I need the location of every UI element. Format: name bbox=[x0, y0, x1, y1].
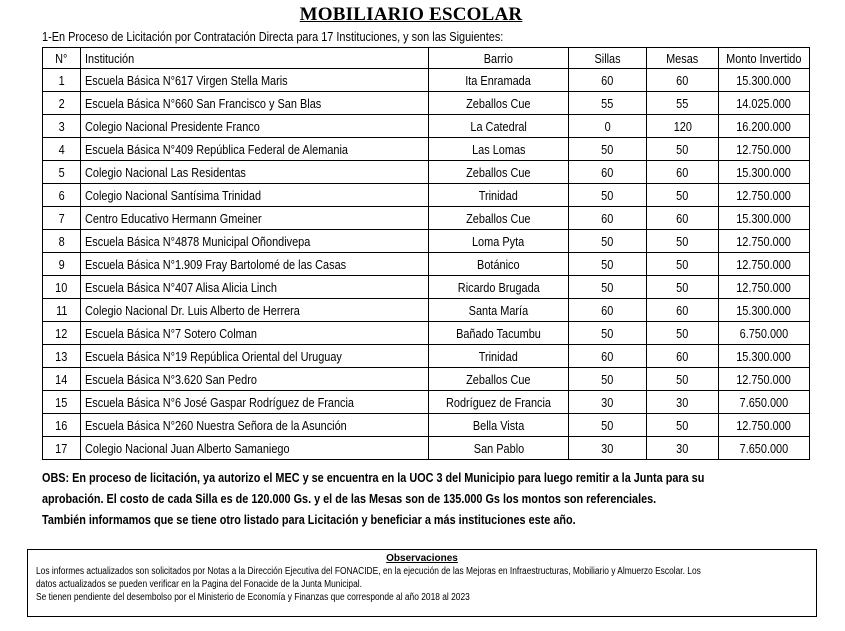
header-number: N° bbox=[43, 48, 81, 69]
observaciones-line: datos actualizados se pueden verificar en la Pagina del Fonacide de la Junta Municipal. bbox=[36, 579, 362, 590]
cell-institucion: Escuela Básica N°407 Alisa Alicia Linch bbox=[81, 276, 429, 299]
cell-sillas: 60 bbox=[569, 207, 647, 230]
cell-barrio: San Pablo bbox=[429, 437, 569, 460]
cell-mesas: 50 bbox=[647, 414, 719, 437]
cell-monto: 12.750.000 bbox=[719, 230, 810, 253]
cell-institucion: Escuela Básica N°409 República Federal de Alemania bbox=[81, 138, 429, 161]
cell-institucion: Escuela Básica N°3.620 San Pedro bbox=[81, 368, 429, 391]
cell-number: 3 bbox=[43, 115, 81, 138]
cell-mesas: 50 bbox=[647, 322, 719, 345]
cell-number: 16 bbox=[43, 414, 81, 437]
cell-sillas: 60 bbox=[569, 299, 647, 322]
cell-barrio: Zeballos Cue bbox=[429, 368, 569, 391]
table-row bbox=[43, 253, 810, 276]
cell-number: 9 bbox=[43, 253, 81, 276]
obs-line: También informamos que se tiene otro listado para Licitación y beneficiar a más instituciones este año. bbox=[42, 512, 576, 527]
cell-sillas: 50 bbox=[569, 138, 647, 161]
cell-barrio: Las Lomas bbox=[429, 138, 569, 161]
cell-number: 1 bbox=[43, 69, 81, 92]
header-institucion: Institución bbox=[81, 48, 429, 69]
obs-note bbox=[42, 467, 842, 530]
cell-institucion: Escuela Básica N°617 Virgen Stella Maris bbox=[81, 69, 429, 92]
header-monto: Monto Invertido bbox=[719, 48, 810, 69]
cell-monto: 15.300.000 bbox=[719, 69, 810, 92]
cell-monto: 7.650.000 bbox=[719, 437, 810, 460]
cell-monto: 12.750.000 bbox=[719, 138, 810, 161]
document-subtitle: 1-En Proceso de Licitación por Contratación Directa para 17 Instituciones, y son las Siguientes: bbox=[42, 29, 504, 44]
cell-sillas: 50 bbox=[569, 276, 647, 299]
cell-number: 8 bbox=[43, 230, 81, 253]
cell-monto: 12.750.000 bbox=[719, 414, 810, 437]
cell-barrio: Zeballos Cue bbox=[429, 92, 569, 115]
table-row bbox=[43, 437, 810, 460]
cell-mesas: 120 bbox=[647, 115, 719, 138]
cell-institucion: Colegio Nacional Las Residentas bbox=[81, 161, 429, 184]
cell-institucion: Colegio Nacional Juan Alberto Samaniego bbox=[81, 437, 429, 460]
cell-barrio: Ita Enramada bbox=[429, 69, 569, 92]
observaciones-title: Observaciones bbox=[386, 553, 458, 564]
cell-number: 17 bbox=[43, 437, 81, 460]
cell-number: 14 bbox=[43, 368, 81, 391]
cell-sillas: 30 bbox=[569, 437, 647, 460]
cell-monto: 14.025.000 bbox=[719, 92, 810, 115]
cell-institucion: Escuela Básica N°6 José Gaspar Rodríguez de Francia bbox=[81, 391, 429, 414]
cell-sillas: 50 bbox=[569, 253, 647, 276]
cell-institucion: Escuela Básica N°19 República Oriental del Uruguay bbox=[81, 345, 429, 368]
cell-mesas: 30 bbox=[647, 437, 719, 460]
cell-barrio: Loma Pyta bbox=[429, 230, 569, 253]
cell-barrio: Zeballos Cue bbox=[429, 207, 569, 230]
table-row bbox=[43, 115, 810, 138]
cell-monto: 7.650.000 bbox=[719, 391, 810, 414]
table-row bbox=[43, 161, 810, 184]
cell-institucion: Colegio Nacional Dr. Luis Alberto de Herrera bbox=[81, 299, 429, 322]
cell-barrio: Bañado Tacumbu bbox=[429, 322, 569, 345]
cell-sillas: 30 bbox=[569, 391, 647, 414]
table-row bbox=[43, 414, 810, 437]
cell-mesas: 30 bbox=[647, 391, 719, 414]
cell-number: 15 bbox=[43, 391, 81, 414]
obs-line: OBS: En proceso de licitación, ya autorizo el MEC y se encuentra en la UOC 3 del Municipio para luego remitir a la Junta para su bbox=[42, 470, 705, 485]
cell-mesas: 50 bbox=[647, 230, 719, 253]
cell-institucion: Colegio Nacional Presidente Franco bbox=[81, 115, 429, 138]
cell-monto: 12.750.000 bbox=[719, 184, 810, 207]
cell-sillas: 50 bbox=[569, 184, 647, 207]
cell-mesas: 60 bbox=[647, 69, 719, 92]
cell-institucion: Escuela Básica N°4878 Municipal Oñondivepa bbox=[81, 230, 429, 253]
cell-sillas: 50 bbox=[569, 322, 647, 345]
cell-sillas: 0 bbox=[569, 115, 647, 138]
cell-mesas: 50 bbox=[647, 276, 719, 299]
document-title: MOBILIARIO ESCOLAR bbox=[299, 4, 523, 25]
cell-number: 10 bbox=[43, 276, 81, 299]
table-row bbox=[43, 92, 810, 115]
cell-number: 11 bbox=[43, 299, 81, 322]
table-row bbox=[43, 184, 810, 207]
cell-sillas: 60 bbox=[569, 161, 647, 184]
table-row bbox=[43, 230, 810, 253]
cell-barrio: Trinidad bbox=[429, 345, 569, 368]
cell-monto: 16.200.000 bbox=[719, 115, 810, 138]
table-row bbox=[43, 207, 810, 230]
cell-barrio: Trinidad bbox=[429, 184, 569, 207]
cell-number: 7 bbox=[43, 207, 81, 230]
cell-monto: 6.750.000 bbox=[719, 322, 810, 345]
table-row bbox=[43, 138, 810, 161]
header-mesas: Mesas bbox=[647, 48, 719, 69]
cell-monto: 15.300.000 bbox=[719, 345, 810, 368]
cell-mesas: 60 bbox=[647, 345, 719, 368]
cell-institucion: Escuela Básica N°1.909 Fray Bartolomé de las Casas bbox=[81, 253, 429, 276]
cell-number: 4 bbox=[43, 138, 81, 161]
observaciones-line: Se tienen pendiente del desembolso por el Ministerio de Economía y Finanzas que corresponde al año 2018 al 2023 bbox=[36, 592, 470, 603]
obs-line: aprobación. El costo de cada Silla es de 120.000 Gs. y el de las Mesas son de 135.000 Gs los montos son referenciales. bbox=[42, 491, 657, 506]
table-row bbox=[43, 276, 810, 299]
cell-barrio: Ricardo Brugada bbox=[429, 276, 569, 299]
cell-monto: 15.300.000 bbox=[719, 299, 810, 322]
cell-barrio: Botánico bbox=[429, 253, 569, 276]
cell-sillas: 50 bbox=[569, 368, 647, 391]
cell-monto: 12.750.000 bbox=[719, 276, 810, 299]
observaciones-line: Los informes actualizados son solicitados por Notas a la Dirección Ejecutiva del FONACIDE, en la ejecución de las Mejoras en Infraestructuras, Mobiliario y Almuerzo Escolar. Los bbox=[36, 566, 701, 577]
cell-mesas: 60 bbox=[647, 207, 719, 230]
cell-barrio: Rodríguez de Francia bbox=[429, 391, 569, 414]
cell-barrio: Bella Vista bbox=[429, 414, 569, 437]
cell-mesas: 50 bbox=[647, 368, 719, 391]
cell-sillas: 50 bbox=[569, 230, 647, 253]
cell-number: 5 bbox=[43, 161, 81, 184]
cell-number: 12 bbox=[43, 322, 81, 345]
cell-number: 13 bbox=[43, 345, 81, 368]
cell-number: 2 bbox=[43, 92, 81, 115]
table-row bbox=[43, 345, 810, 368]
cell-monto: 12.750.000 bbox=[719, 253, 810, 276]
cell-monto: 15.300.000 bbox=[719, 207, 810, 230]
cell-sillas: 60 bbox=[569, 69, 647, 92]
table-row bbox=[43, 391, 810, 414]
cell-sillas: 60 bbox=[569, 345, 647, 368]
cell-institucion: Centro Educativo Hermann Gmeiner bbox=[81, 207, 429, 230]
cell-institucion: Escuela Básica N°7 Sotero Colman bbox=[81, 322, 429, 345]
cell-number: 6 bbox=[43, 184, 81, 207]
table-row bbox=[43, 299, 810, 322]
cell-barrio: Santa María bbox=[429, 299, 569, 322]
institutions-table bbox=[42, 47, 810, 460]
cell-barrio: Zeballos Cue bbox=[429, 161, 569, 184]
header-barrio: Barrio bbox=[429, 48, 569, 69]
cell-institucion: Escuela Básica N°660 San Francisco y San Blas bbox=[81, 92, 429, 115]
cell-mesas: 50 bbox=[647, 184, 719, 207]
cell-mesas: 50 bbox=[647, 138, 719, 161]
table-row bbox=[43, 322, 810, 345]
cell-mesas: 60 bbox=[647, 299, 719, 322]
table-row bbox=[43, 69, 810, 92]
cell-barrio: La Catedral bbox=[429, 115, 569, 138]
cell-mesas: 60 bbox=[647, 161, 719, 184]
table-header-row bbox=[43, 48, 810, 69]
cell-sillas: 55 bbox=[569, 92, 647, 115]
cell-institucion: Colegio Nacional Santísima Trinidad bbox=[81, 184, 429, 207]
observaciones-box bbox=[27, 549, 817, 617]
cell-institucion: Escuela Básica N°260 Nuestra Señora de la Asunción bbox=[81, 414, 429, 437]
cell-sillas: 50 bbox=[569, 414, 647, 437]
cell-mesas: 55 bbox=[647, 92, 719, 115]
header-sillas: Sillas bbox=[569, 48, 647, 69]
cell-monto: 12.750.000 bbox=[719, 368, 810, 391]
cell-mesas: 50 bbox=[647, 253, 719, 276]
table-row bbox=[43, 368, 810, 391]
cell-monto: 15.300.000 bbox=[719, 161, 810, 184]
